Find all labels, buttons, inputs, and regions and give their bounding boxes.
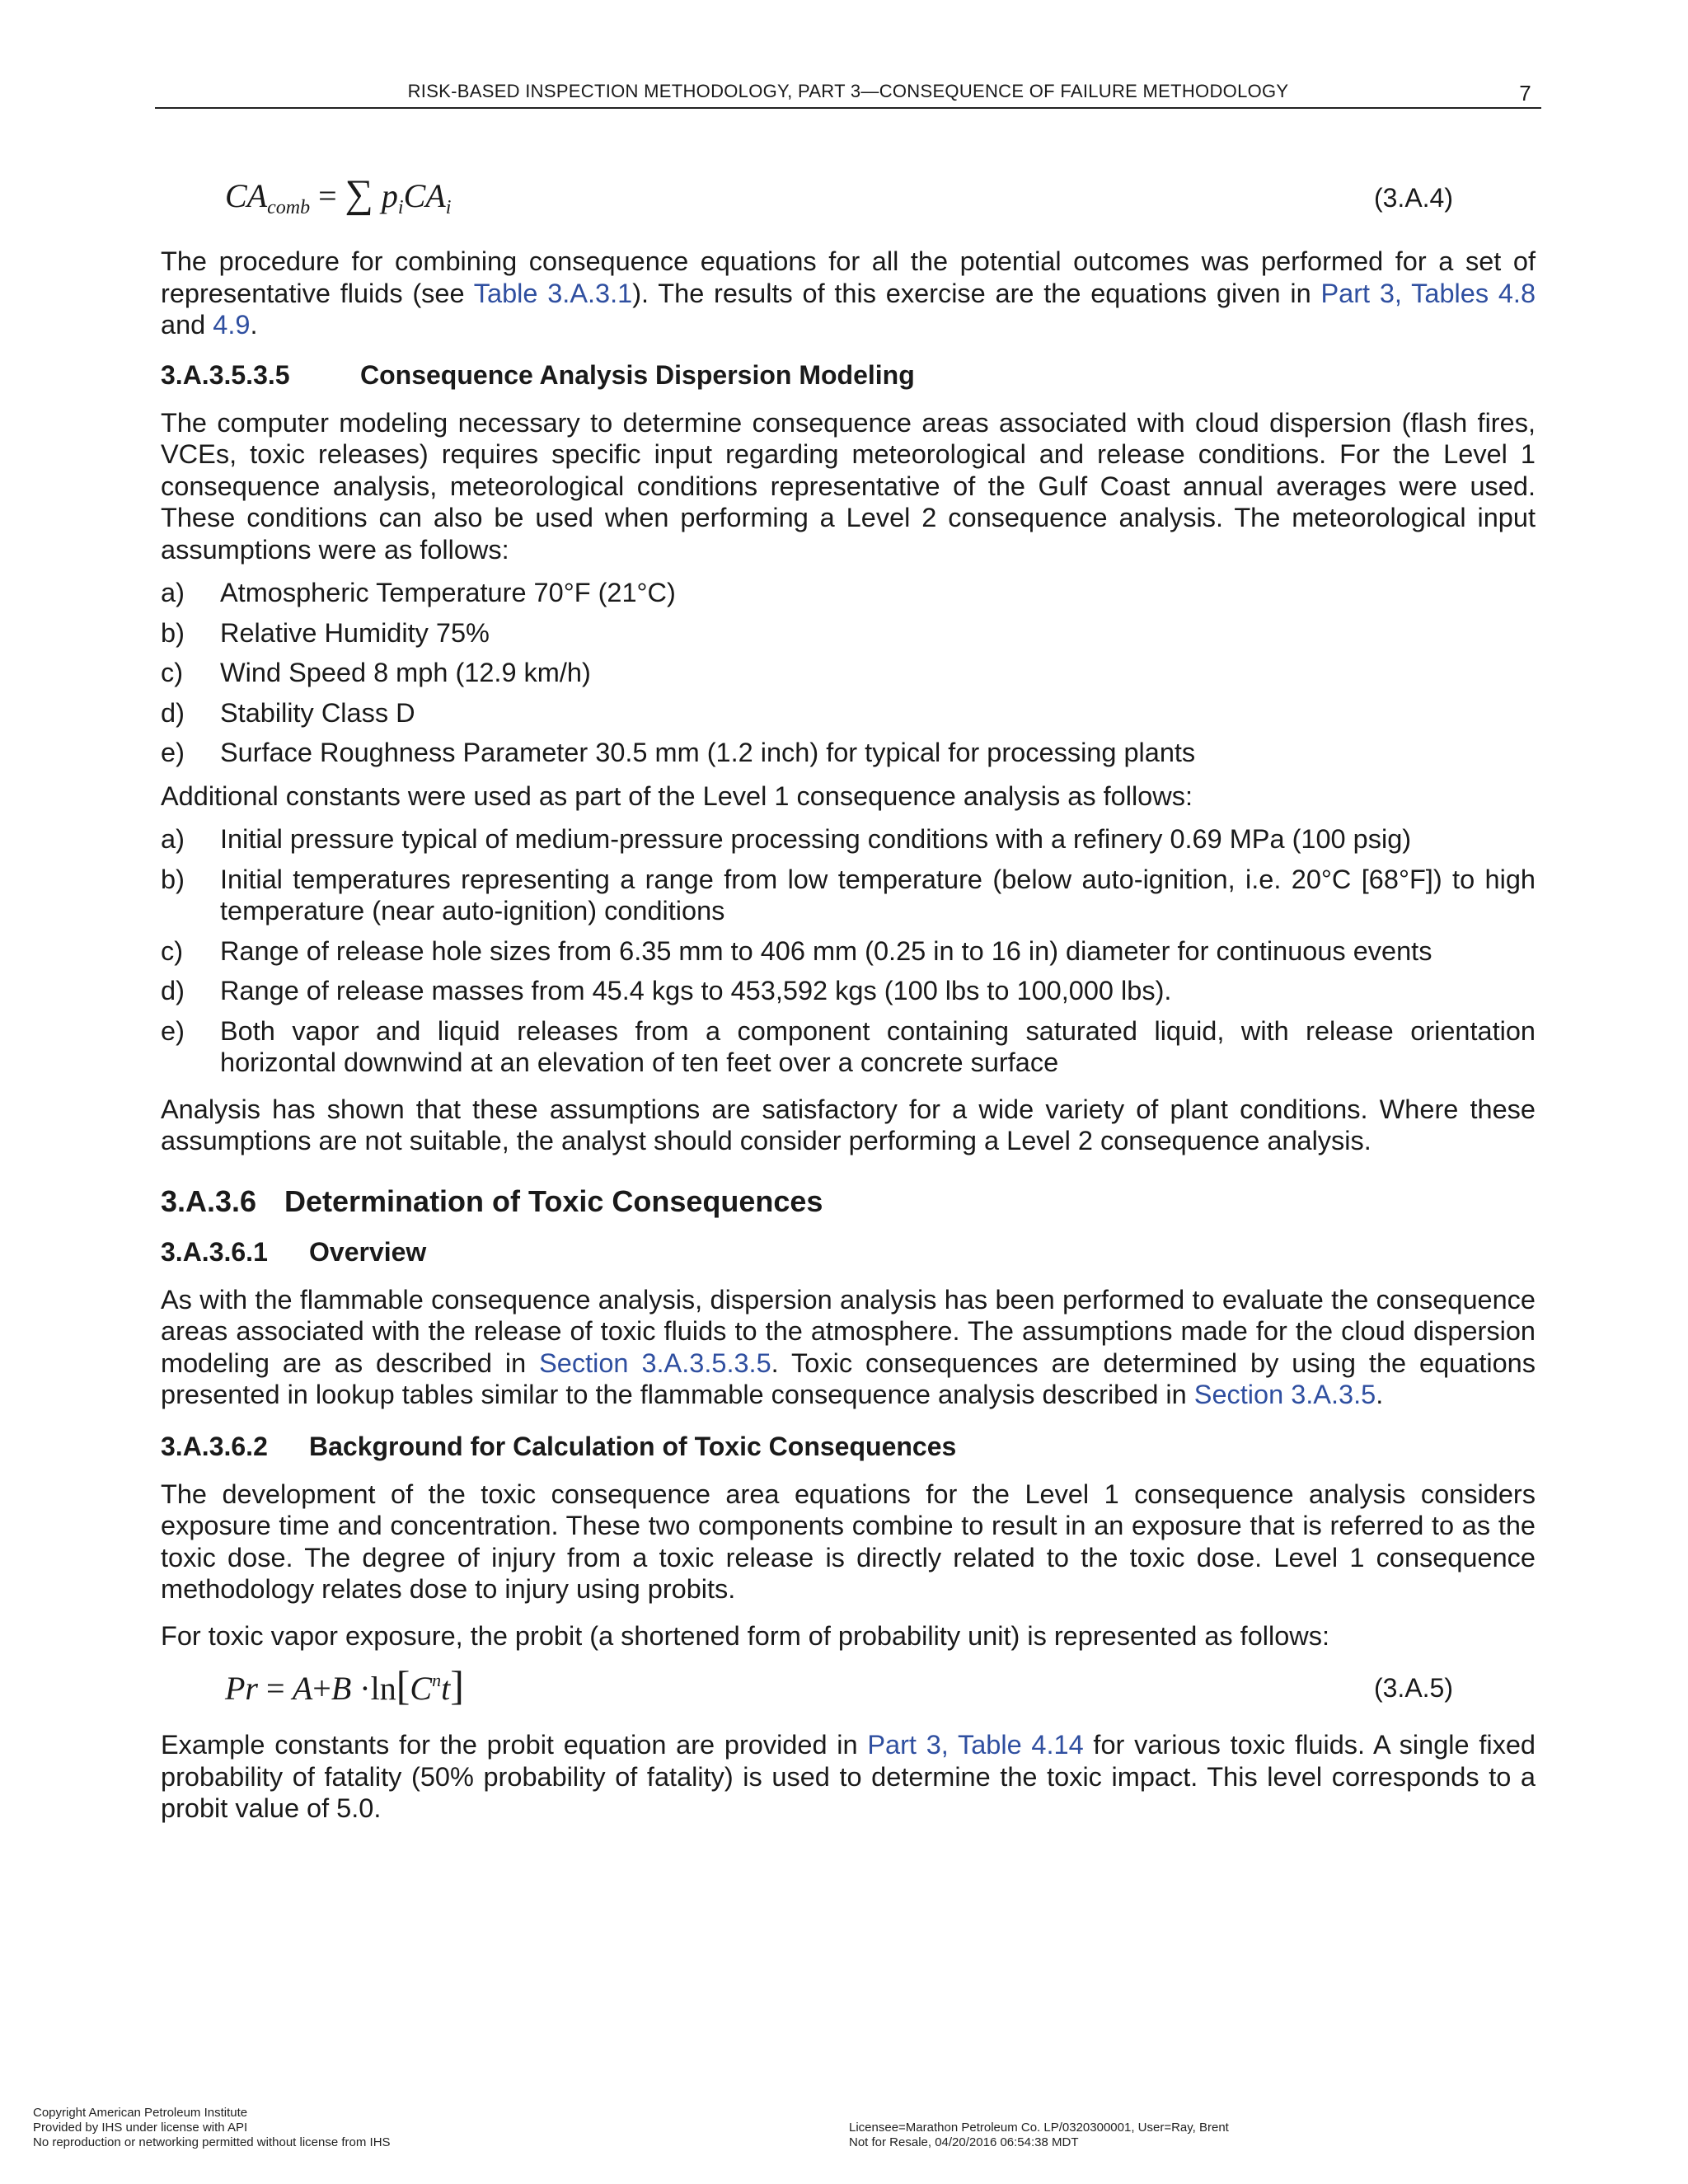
list-item: c) Range of release hole sizes from 6.35 mm to 406 mm (0.25 in to 16 in) diameter for continuous events bbox=[161, 935, 1432, 966]
list-item: e) Both vapor and liquid releases from a component containing saturated liquid, with release orientation horizontal downwind at an elevation of ten feet over a concrete surface bbox=[161, 1015, 1536, 1077]
footer-copyright: Copyright American Petroleum Institute Provided by IHS under license with API No reproduction or networking permitted without license from IHS bbox=[33, 2106, 391, 2149]
paragraph-overview: As with the flammable consequence analysis, dispersion analysis has been performed to evaluate the consequence areas associated with the release of toxic fluids to the atmosphere. The assumptions made for the cloud dispersion modeling are as described in Section 3.A.3.5.3.5. Toxic consequences are determined by using the equations presented in lookup tables similar to the flammable consequence analysis described in Section 3.A.3.5. bbox=[161, 1284, 1536, 1409]
equation-number: (3.A.4) bbox=[1373, 183, 1453, 213]
section-3a3535-link[interactable]: Section 3.A.3.5.3.5 bbox=[539, 1347, 771, 1378]
list-item: e) Surface Roughness Parameter 30.5 mm (1.2 inch) for typical for processing plants bbox=[161, 738, 1196, 767]
paragraph-analysis-assumptions: Analysis has shown that these assumptions are satisfactory for a wide variety of plant conditions. Where these assumptions are not suitable, the analyst should consider performing a Level 2 consequence analysis. bbox=[161, 1094, 1536, 1155]
part3-table-4-14-link[interactable]: Part 3, Table 4.14 bbox=[867, 1730, 1084, 1760]
paragraph-probit-constants: Example constants for the probit equation are provided in Part 3, Table 4.14 for various toxic fluids. A single fixed probability of fatality (50% probability of fatality) is used to determine the toxic impact. This level corresponds to a probit value of 5.0. bbox=[161, 1730, 1536, 1823]
header-title: RISK-BASED INSPECTION METHODOLOGY, PART 3—CONSEQUENCE OF FAILURE METHODOLOGY bbox=[407, 81, 1289, 101]
paragraph-combining-procedure: The procedure for combining consequence equations for all the potential outcomes was performed for a set of representative fluids (see Table 3.A.3.1). The results of this exercise are the equations given in Part 3, Tables 4.8 and 4.9. bbox=[161, 246, 1536, 340]
meteorological-list bbox=[161, 577, 1536, 769]
page-number: 7 bbox=[1519, 81, 1531, 105]
section-heading-toxic: 3.A.3.6 Determination of Toxic Consequences bbox=[161, 1183, 823, 1218]
list-item: c) Wind Speed 8 mph (12.9 km/h) bbox=[161, 658, 591, 687]
constants-list bbox=[161, 823, 1536, 1079]
list-item: b) Relative Humidity 75% bbox=[161, 617, 490, 648]
paragraph-additional-constants: Additional constants were used as part of the Level 1 consequence analysis as follows: bbox=[161, 780, 1193, 811]
section-3a35-link[interactable]: Section 3.A.3.5 bbox=[1193, 1380, 1376, 1409]
equation-3a5 bbox=[161, 1655, 1536, 1718]
list-item: d) Range of release masses from 45.4 kgs to 453,592 kgs (100 lbs to 100,000 lbs). bbox=[161, 976, 1172, 1005]
equation-expression: $CA_{comb}$ = ∑ $p_iCA_i$ bbox=[225, 172, 452, 218]
list-item: d) Stability Class D bbox=[161, 697, 415, 728]
section-heading-dispersion: 3.A.3.5.3.5 Consequence Analysis Dispersion Modeling bbox=[161, 359, 915, 390]
table-4-9-link[interactable]: 4.9 bbox=[213, 310, 251, 340]
equation-3a4 bbox=[161, 165, 1536, 227]
paragraph-background: The development of the toxic consequence area equations for the Level 1 consequence analysis considers exposure time and concentration. These two components combine to result in an exposure that is referred to as the toxic dose. The degree of injury from a toxic release is directly related to the toxic dose. Level 1 consequence methodology relates dose to injury using probits. bbox=[161, 1479, 1536, 1604]
list-item: a) Atmospheric Temperature 70°F (21°C) bbox=[161, 578, 676, 607]
list-item: b) Initial temperatures representing a range from low temperature (below auto-ignition, i.e. 20°C [68°F]) to high temperature (near auto-ignition) conditions bbox=[161, 864, 1536, 926]
paragraph-probit-intro: For toxic vapor exposure, the probit (a shortened form of probability unit) is represented as follows: bbox=[161, 1620, 1330, 1651]
page-header bbox=[155, 79, 1541, 109]
page-content bbox=[161, 165, 1536, 1825]
equation-expression: $Pr = A+B \cdot\ln[C^nt]$ bbox=[225, 1662, 464, 1708]
part3-tables-link[interactable]: Part 3, Tables 4.8 bbox=[1320, 278, 1536, 308]
list-item: a) Initial pressure typical of medium-pressure processing conditions with a refinery 0.69 MPa (100 psig) bbox=[161, 824, 1412, 854]
section-heading-background: 3.A.3.6.2 Background for Calculation of Toxic Consequences bbox=[161, 1431, 957, 1461]
equation-number: (3.A.5) bbox=[1373, 1673, 1453, 1703]
paragraph-dispersion-modeling: The computer modeling necessary to determine consequence areas associated with cloud dispersion (flash fires, VCEs, toxic releases) requires specific input regarding meteorological and release conditions. For the Level 1 consequence analysis, meteorological conditions representative of the Gulf Coast annual averages were used. These conditions can also be used when performing a Level 2 consequence analysis. The meteorological input assumptions were as follows: bbox=[161, 407, 1536, 565]
table-3a31-link[interactable]: Table 3.A.3.1 bbox=[473, 278, 633, 308]
section-heading-overview: 3.A.3.6.1 Overview bbox=[161, 1236, 427, 1267]
footer-licensee: Licensee=Marathon Petroleum Co. LP/0320300001, User=Ray, Brent Not for Resale, 04/20/2016 06:54:38 MDT bbox=[849, 2121, 1229, 2149]
